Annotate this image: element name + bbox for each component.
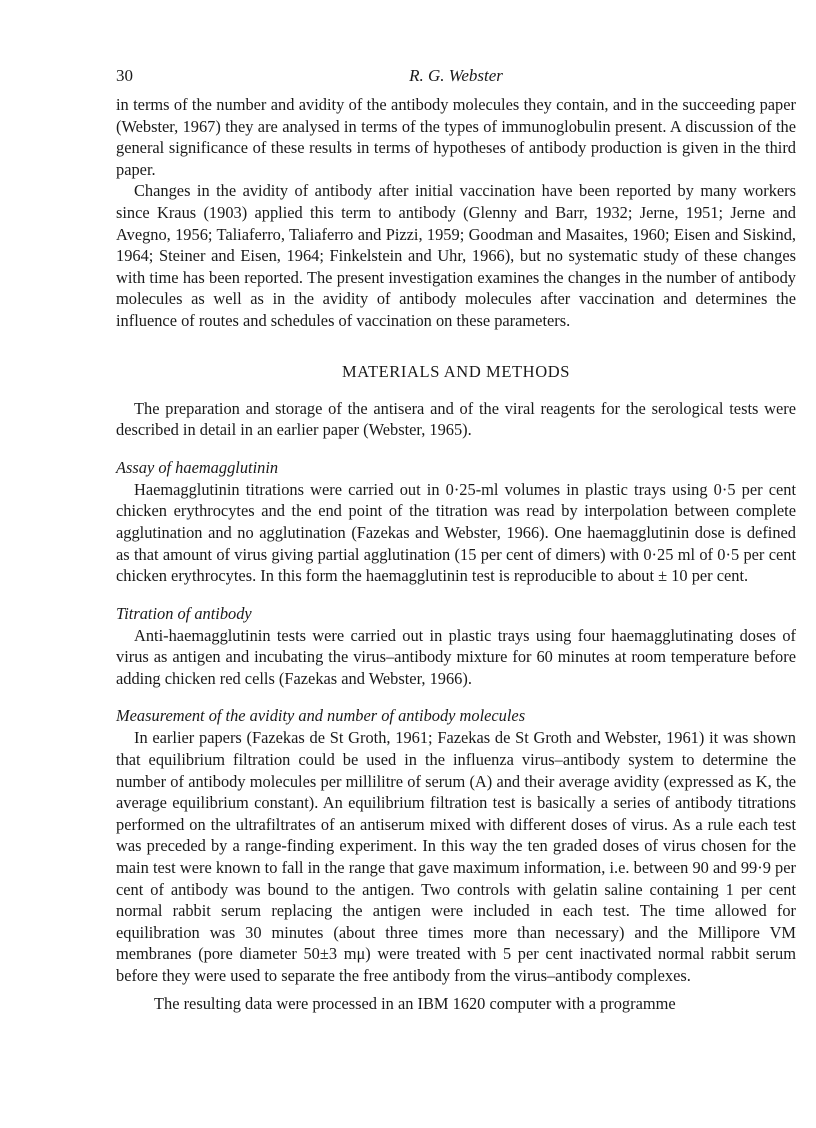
journal-page — [116, 66, 796, 1014]
section-heading-materials-methods: MATERIALS AND METHODS — [341, 361, 571, 381]
running-author: R. G. Webster — [409, 66, 503, 85]
intro-paragraph-avidity: Changes in the avidity of antibody after initial vaccination have been reported by many workers since Kraus (1903) applied this term to antibody (Glenny and Barr, 1932; Jerne, 1951; Jerne and Avegno, 1956; Taliaferro, Taliaferro and Pizzi, 1959; Goodman and Masaites, 1960; Eisen and Siskind, 1964; Steiner and Eisen, 1964; Finkelstein and Uhr, 1966), but no systematic study of these changes with time has been reported. The present investigation examines the changes in the number of antibody molecules as well as in the avidity of antibody molecules after vaccination and determines the influence of routes and schedules of vaccination on these parameters. — [116, 181, 796, 330]
page-number: 30 — [116, 66, 133, 85]
running-head — [116, 66, 796, 90]
titration-paragraph: Anti-haemagglutinin tests were carried out in plastic trays using four haemagglutinating doses of virus as antigen and incubating the virus–antibody mixture for 60 minutes at room temperature before adding chicken red cells (Fazekas and Webster, 1966). — [116, 625, 796, 688]
subheading-assay: Assay of haemagglutinin — [116, 457, 279, 477]
intro-paragraph-continued: in terms of the number and avidity of the antibody molecules they contain, and in the succeeding paper (Webster, 1967) they are analysed in terms of the types of immunoglobulin present. A discussion of the general significance of these results in terms of hypotheses of antibody production is given in the third paper. — [116, 95, 796, 179]
measurement-continuation-paragraph: The resulting data were processed in an IBM 1620 computer with a programme — [154, 993, 676, 1013]
subheading-titration: Titration of antibody — [116, 603, 252, 623]
assay-paragraph: Haemagglutinin titrations were carried out in 0·25-ml volumes in plastic trays using 0·5 per cent chicken erythrocytes and the end point of the titration was read by interpolation between complete agglutination and no agglutination (Fazekas and Webster, 1966). One haemagglutinin dose is defined as that amount of virus giving partial agglutination (15 per cent of dimers) with 0·25 ml of 0·5 per cent chicken erythrocytes. In this form the haemagglutinin test is reproducible to about ± 10 per cent. — [116, 479, 796, 586]
subheading-measurement: Measurement of the avidity and number of antibody molecules — [116, 706, 526, 726]
measurement-paragraph: In earlier papers (Fazekas de St Groth, 1961; Fazekas de St Groth and Webster, 1961) it was shown that equilibrium filtration could be used in the influenza virus–antibody system to determine the number of antibody molecules per millilitre of serum (A) and their average avidity (expressed as K, the average equilibrium constant). An equilibrium filtration test is basically a series of antibody titrations performed on the ultrafiltrates of an antiserum mixed with different doses of virus. As a rule each test was preceded by a range-finding experiment. In this way the ten graded doses of virus chosen for the main test were known to fall in the range that gave maximum information, i.e. between 90 and 99·9 per cent of antibody was bound to the antigen. Two controls with gelatin saline containing 1 per cent normal rabbit serum replacing the antigen were included in each test. The time allowed for equilibration was 30 minutes (about three times more than necessary) and the Millipore VM membranes (pore diameter 50±3 mμ) were treated with 5 per cent inactivated normal rabbit serum before they were used to separate the free antibody from the virus–antibody complexes. — [116, 728, 796, 985]
methods-intro-paragraph: The preparation and storage of the antisera and of the viral reagents for the serological tests were described in detail in an earlier paper (Webster, 1965). — [116, 398, 796, 440]
